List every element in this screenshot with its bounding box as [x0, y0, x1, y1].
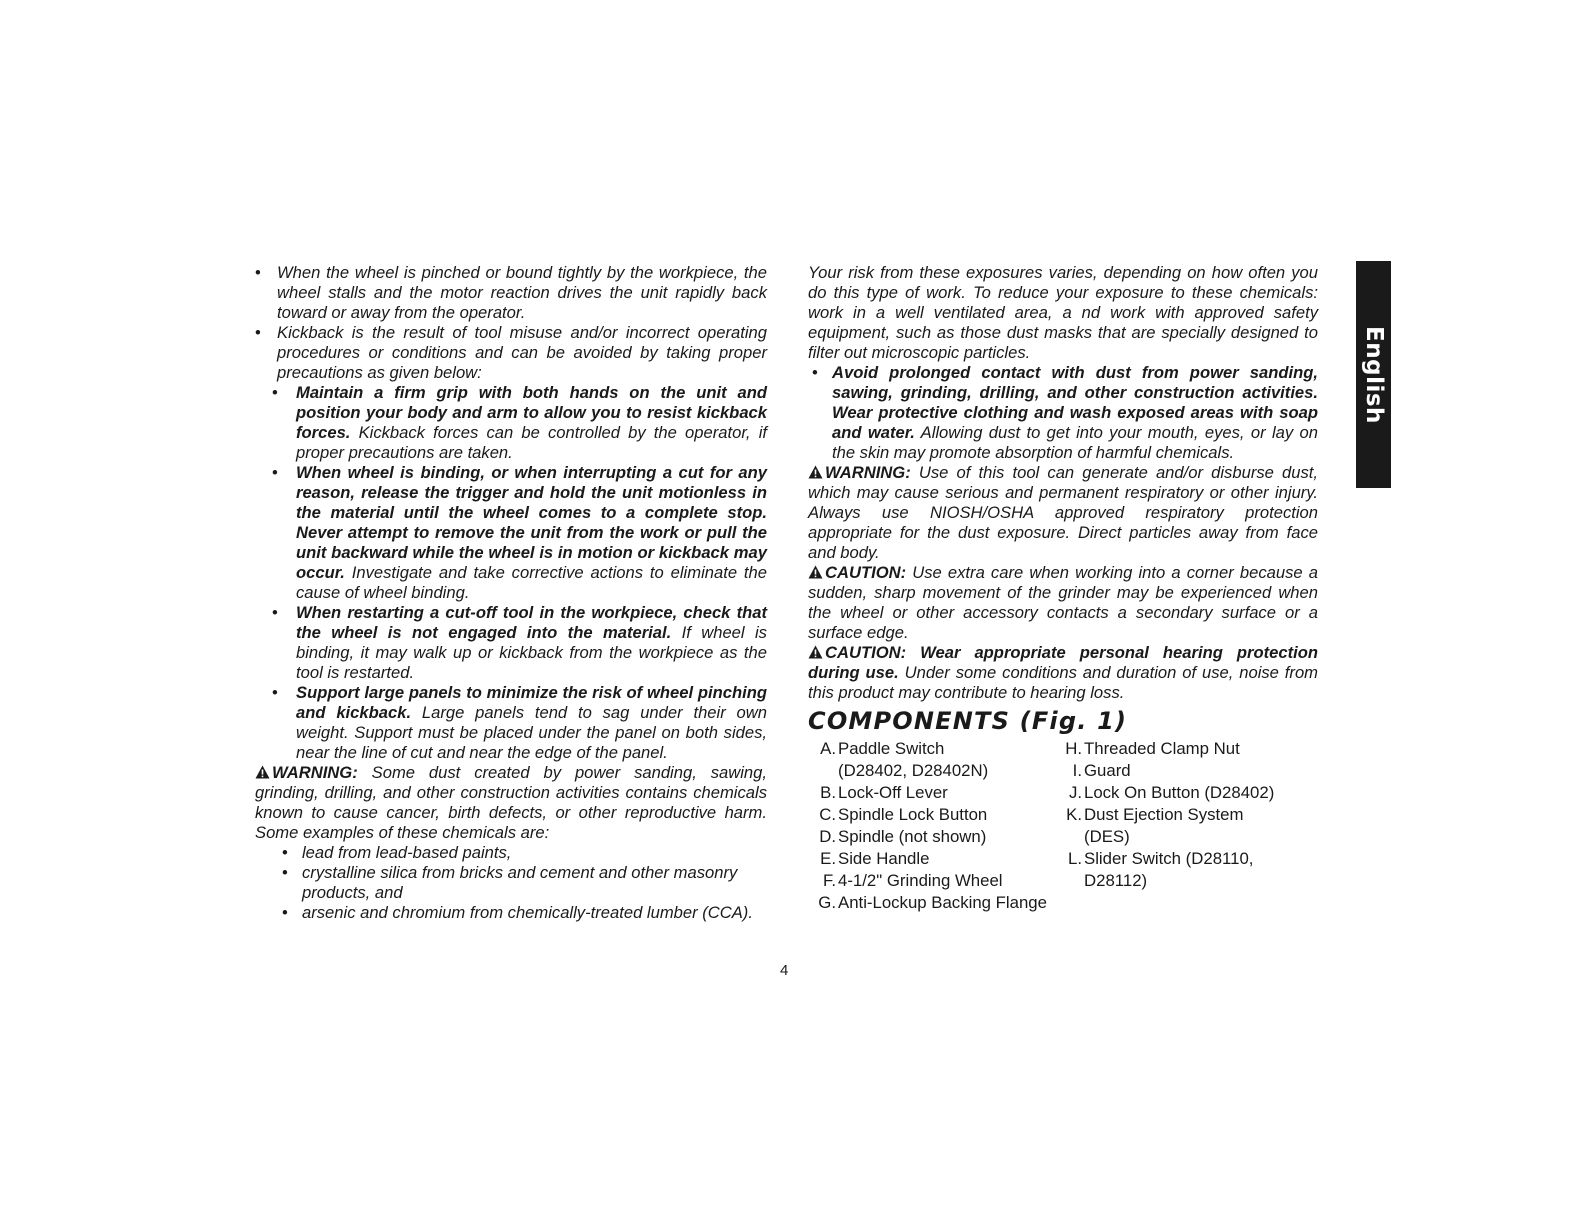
- component-letter: J.: [1068, 783, 1082, 802]
- precaution-text: Kickback forces can be controlled by the operator, if proper precautions are taken.: [296, 423, 767, 462]
- component-label: Threaded Clamp Nut: [1084, 739, 1240, 758]
- component-letter: I.: [1072, 761, 1082, 780]
- chemical-text: lead from lead-based paints,: [302, 843, 512, 862]
- page-number: 4: [780, 962, 789, 979]
- kickback-precaution-item: • When restarting a cut-off tool in the workpiece, check that the wheel is not engaged into the material. If wheel is binding, it may walk up or kickback from the workpiece as the tool is restarted.: [272, 603, 767, 682]
- caution-triangle-icon: [808, 645, 823, 659]
- component-label: Lock On Button (D28402): [1084, 783, 1275, 802]
- avoid-text: Allowing dust to get into your mouth, eyes, or lay on the skin may promote absorption of harmful chemicals.: [832, 423, 1318, 462]
- warning-text: Some dust created by power sanding, sawing, grinding, drilling, and other construction activities contains chemicals known to cause cancer, birth defects, or other reproductive harm. Some examples of these chemicals are:: [255, 763, 767, 842]
- components-heading: COMPONENTS (Fig. 1): [808, 707, 1128, 735]
- caution-label: CAUTION:: [825, 563, 907, 582]
- component-letter: H.: [1065, 739, 1082, 758]
- component-letter: L.: [1068, 849, 1082, 868]
- component-letter: G.: [818, 893, 836, 912]
- chemical-item: • crystalline silica from bricks and cement and other masonry products, and: [282, 863, 738, 902]
- avoid-contact-item: • Avoid prolonged contact with dust from power sanding, sawing, grinding, drilling, and other construction activities. Wear protective clothing and wash exposed areas with soap and water. Allowing dust to get into your mouth, eyes, or lay on the skin may promote absorption of harmful chemicals.: [812, 363, 1318, 462]
- component-item: [816, 782, 1062, 804]
- chemical-item: • lead from lead-based paints,: [282, 843, 512, 862]
- precaution-text: If wheel is binding, it may walk up or kickback from the workpiece as the tool is restarted.: [296, 623, 767, 682]
- component-letter: D.: [819, 827, 836, 846]
- components-right-column: [1062, 738, 1312, 914]
- component-letter: K.: [1066, 805, 1082, 824]
- kickback-precaution-item: • Maintain a firm grip with both hands on the unit and position your body and arm to allow you to resist kickback forces. Kickback forces can be controlled by the operator, if proper precautions are taken.: [272, 383, 767, 462]
- precaution-bold-text: When wheel is binding, or when interrupting a cut for any reason, release the trigger and hold the unit motionless in the material until the wheel comes to a complete stop. Never attempt to remove the unit from the work or pull the unit backward while the wheel is in motion or kickback may occur.: [296, 463, 767, 582]
- precaution-text: Investigate and take corrective actions to eliminate the cause of wheel binding.: [296, 563, 767, 602]
- exposure-paragraph: Your risk from these exposures varies, depending on how often you do this type of work. To reduce your exposure to these chemicals: work in a well ventilated area, a nd work with approved safety equipment, such as those dust masks that are specially designed to filter out microscopic particles.: [808, 263, 1318, 362]
- component-letter: A.: [820, 739, 836, 758]
- component-label: Guard: [1084, 761, 1131, 780]
- component-label: D28112): [1084, 871, 1148, 890]
- component-label: Spindle Lock Button: [838, 805, 988, 824]
- kickback-precaution-item: • Support large panels to minimize the risk of wheel pinching and kickback. Large panels tend to sag under their own weight. Support must be placed under the panel on both sides, near the line of cut and near the edge of the panel.: [272, 683, 768, 762]
- chemical-text: crystalline silica from bricks and cement and other masonry products, and: [302, 863, 738, 902]
- component-item: [1062, 804, 1312, 848]
- caution-label: CAUTION:: [825, 643, 907, 662]
- precaution-text: Large panels tend to sag under their own weight. Support must be placed under the panel on both sides, near the line of cut and near the edge of the panel.: [296, 703, 768, 762]
- warning-label: WARNING:: [272, 763, 358, 782]
- component-item: [1062, 848, 1312, 892]
- caution-text: Under some conditions and duration of use, noise from this product may contribute to hearing loss.: [808, 663, 1318, 702]
- warning-triangle-icon: [808, 465, 823, 479]
- caution-text: Use extra care when working into a corner because a sudden, sharp movement of the grinder may be experienced when the wheel or other accessory contacts a secondary surface or a surface edge.: [808, 563, 1318, 642]
- precaution-bold-text: Support large panels to minimize the risk of wheel pinching and kickback.: [296, 683, 767, 722]
- component-label: 4-1/2" Grinding Wheel: [838, 871, 1003, 890]
- component-item: [816, 870, 1062, 892]
- component-letter: B.: [820, 783, 836, 802]
- bullet-text: When the wheel is pinched or bound tightly by the workpiece, the wheel stalls and the motor reaction drives the unit rapidly back toward or away from the operator.: [277, 263, 767, 322]
- language-tab-label: English: [1360, 325, 1387, 424]
- chemical-item: • arsenic and chromium from chemically-treated lumber (CCA).: [282, 903, 753, 922]
- component-label: (D28402, D28402N): [838, 761, 989, 780]
- bullet-text: Kickback is the result of tool misuse and/or incorrect operating procedures or conditions and can be avoided by taking proper precautions as given below:: [277, 323, 767, 382]
- component-label: Dust Ejection System: [1084, 805, 1244, 824]
- dust-warning: [255, 763, 767, 843]
- precaution-bold-text: When restarting a cut-off tool in the workpiece, check that the wheel is not engaged into the material.: [296, 603, 767, 642]
- right-column: [808, 263, 1318, 914]
- component-item: [816, 892, 1062, 914]
- component-letter: E.: [820, 849, 836, 868]
- avoid-bold-text: Avoid prolonged contact with dust from power sanding, sawing, grinding, drilling, and other construction activities. Wear protective clothing and wash exposed areas with soap and water.: [832, 363, 1318, 442]
- component-label: (DES): [1084, 827, 1130, 846]
- caution-bold-text: Wear appropriate personal hearing protection during use.: [808, 643, 1318, 682]
- hearing-caution: [808, 643, 1318, 703]
- kickback-precaution-item: • When wheel is binding, or when interrupting a cut for any reason, release the trigger and hold the unit motionless in the material until the wheel comes to a complete stop. Never attempt to remove the unit from the work or pull the unit backward while the wheel is in motion or kickback may occur. Investigate and take corrective actions to eliminate the cause of wheel binding.: [272, 463, 767, 602]
- component-label: Slider Switch (D28110,: [1084, 849, 1254, 868]
- component-letter: C.: [819, 805, 836, 824]
- corner-caution: [808, 563, 1318, 643]
- component-label: Anti-Lockup Backing Flange: [838, 893, 1047, 912]
- component-item: [816, 826, 1062, 848]
- warning-triangle-icon: [255, 765, 270, 779]
- warning-label: WARNING:: [825, 463, 911, 482]
- component-label: Paddle Switch: [838, 739, 945, 758]
- component-item: [816, 738, 1062, 782]
- component-letter: F.: [822, 871, 836, 890]
- component-label: Side Handle: [838, 849, 930, 868]
- component-item: [1062, 782, 1312, 804]
- component-item: [1062, 760, 1312, 782]
- left-column: [255, 263, 767, 923]
- bullet-item: • Kickback is the result of tool misuse and/or incorrect operating procedures or conditions and can be avoided by taking proper precautions as given below:: [255, 323, 767, 382]
- chemical-text: arsenic and chromium from chemically-treated lumber (CCA).: [302, 903, 753, 922]
- precaution-bold-text: Maintain a firm grip with both hands on the unit and position your body and arm to allow you to resist kickback forces.: [296, 383, 767, 442]
- component-item: [1062, 738, 1312, 760]
- component-item: [816, 848, 1062, 870]
- components-list: [808, 738, 1318, 914]
- language-tab: [1356, 261, 1391, 488]
- respiratory-warning: [808, 463, 1318, 563]
- warning-text: Use of this tool can generate and/or disburse dust, which may cause serious and permanent respiratory or other injury. Always use NIOSH/OSHA approved respiratory protection appropriate for the dust exposure. Direct particles away from face and body.: [808, 463, 1318, 562]
- components-left-column: [808, 738, 1062, 914]
- bullet-item: • When the wheel is pinched or bound tightly by the workpiece, the wheel stalls and the motor reaction drives the unit rapidly back toward or away from the operator.: [255, 263, 767, 322]
- component-label: Lock-Off Lever: [838, 783, 948, 802]
- component-label: Spindle (not shown): [838, 827, 987, 846]
- caution-triangle-icon: [808, 565, 823, 579]
- component-item: [816, 804, 1062, 826]
